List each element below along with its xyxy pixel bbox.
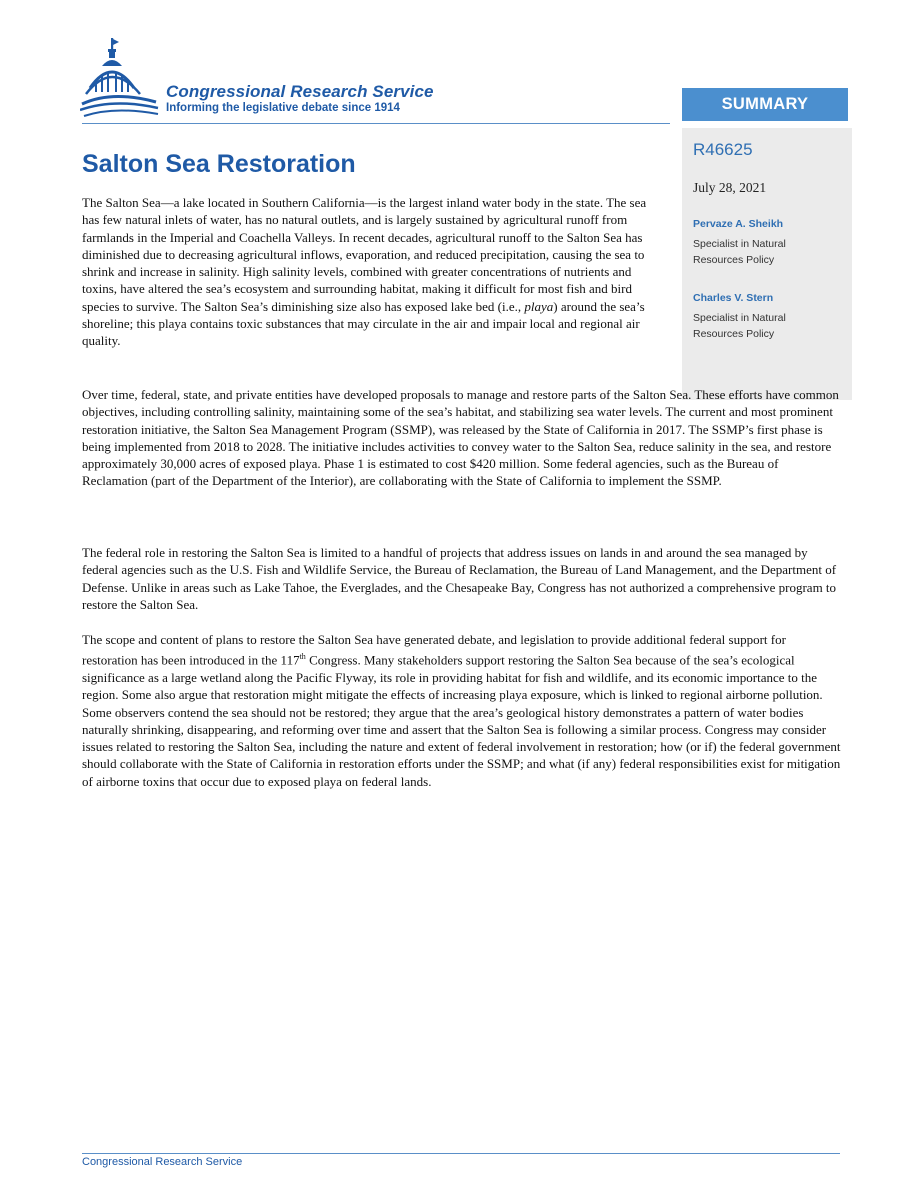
- author-block: [693, 218, 849, 268]
- paragraph-text: The Salton Sea—a lake located in Southern California—is the largest inland water body in the state. The sea has few natural inlets of water, has no natural outlets, and is largely sustained by agricultural runoff from farmlands in the Imperial and Coachella Valleys. In recent decades, agricultural runoff to the Salton Sea has diminished due to decreasing agricultural inflows, evaporation, and reduced precipitation, causing the sea to shrink and increase in salinity. High salinity levels, combined with greater concentrations of nutrients and toxins, have altered the sea’s ecosystem and surrounding habitat, making it difficult for most fish and bird species to survive. The Salton Sea’s diminishing size also has exposed lake bed (i.e.,: [82, 195, 647, 314]
- publication-date: July 28, 2021: [693, 180, 767, 195]
- summary-paragraph-3: The federal role in restoring the Salton Sea is limited to a handful of projects that address issues on lands in and around the sea managed by federal agencies such as the U.S. Fish and Wildlife Service, the Bureau of Reclamation, the Bureau of Land Management, and the Department of Defense. Unlike in areas such as Lake Tahoe, the Everglades, and the Chesapeake Bay, Congress has not authorized a comprehensive program to restore the Salton Sea.: [82, 545, 837, 612]
- report-number: R46625: [693, 140, 753, 159]
- paragraph-text: Congress. Many stakeholders support restoring the Salton Sea because of the sea’s ecological significance as a large wetland along the Pacific Flyway, its role in providing habitat for fish and wildlife, and its economic importance to the region. Some also argue that restoration might mitigate the effects of increasing playa exposure, which is linked to regional airborne pollution. Some observers contend the sea should not be restored; they argue that the area’s geological history demonstrates a pattern of water bodies naturally shrinking, disappearing, and reforming over time and assert that the Salton Sea is following a similar process. Congress may consider issues related to restoring the Salton Sea, including the nature and extent of federal involvement in restoration; how (or if) the federal government should collaborate with the State of California in restoration efforts under the SSMP; and what (if any) federal responsibilities exist for mitigation of airborne toxins that occur due to exposed playa on federal lands.: [82, 652, 841, 789]
- summary-paragraph-4: [82, 631, 842, 790]
- paragraph-text: The scope and content of plans to restore the Salton Sea have generated debate, and legislation to provide additional federal support for restoration has been introduced in the 117: [82, 632, 786, 668]
- header-divider: [82, 123, 670, 124]
- author-name: Charles V. Stern: [693, 292, 774, 304]
- crs-dome-logo-icon: [80, 36, 170, 120]
- footer-organization: Congressional Research Service: [82, 1156, 243, 1168]
- summary-sidebar: [682, 128, 852, 400]
- summary-tab: SUMMARY: [682, 88, 848, 121]
- author-title: Specialist in Natural Resources Policy: [693, 312, 786, 340]
- document-title: Salton Sea Restoration: [82, 150, 356, 178]
- organization-tagline: Informing the legislative debate since 1914: [166, 102, 400, 114]
- author-title: Specialist in Natural Resources Policy: [693, 238, 786, 266]
- ordinal-suffix: th: [299, 652, 306, 662]
- author-block: [693, 292, 849, 342]
- playa-term: playa: [524, 298, 554, 314]
- paragraph-text: ) around the sea’s shoreline; this playa contains toxic substances that may circulate in the air and impair local and regional air quality.: [82, 298, 645, 349]
- summary-paragraph-2: Over time, federal, state, and private entities have developed proposals to manage and restore parts of the Salton Sea. These efforts have common objectives, including controlling salinity, maintaining some of the sea’s habitat, and stabilizing sea water levels. The current and most prominent restoration initiative, the Salton Sea Management Program (SSMP), was released by the State of California in 2017. The SSMP’s first phase is being implemented from 2018 to 2028. The initiative includes activities to convey water to the Salton Sea, reduce salinity in the sea, and restore approximately 30,000 acres of exposed playa. Phase 1 is estimated to cost $420 million. Some federal agencies, such as the Bureau of Reclamation (part of the Department of the Interior), are collaborating with the State of California to implement the SSMP.: [82, 387, 839, 489]
- author-name: Pervaze A. Sheikh: [693, 218, 784, 230]
- footer-divider: [82, 1153, 840, 1154]
- summary-paragraph-1: [82, 194, 660, 350]
- organization-name: Congressional Research Service: [166, 82, 434, 101]
